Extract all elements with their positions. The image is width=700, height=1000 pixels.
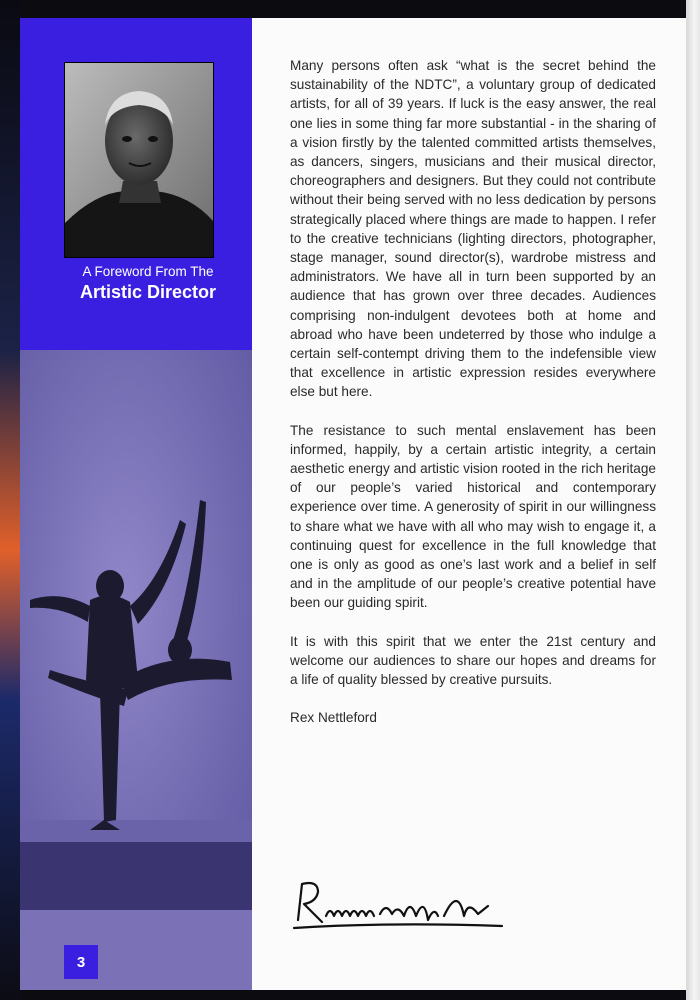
- next-page-edge: [686, 0, 700, 1000]
- paragraph-1: Many persons often ask “what is the secret behind the sustainability of the NDTC”, a voluntary group of dedicated artists, for all of 39 years. If luck is the easy answer, the real one lies in some thing far more substantial - in the sharing of a vision firstly by the talented committed artists themselves, as dancers, singers, musicians and their musical director, choreographers and designers. But they could not contribute without their being served with no less dedication by persons strategically placed where things are made to happen. I refer to the creative technicians (lighting directors, photographer, stage manager, sound director(s), wardrobe mistress and administrators. We have all in turn been supported by an audience that has grown over three decades. Audiences comprising non-indulgent devotees both at home and abroad who have been undeterred by those who indulge a certain self-contempt driving them to the indefensible view that excellence in artistic expression resides everywhere else but here.: [290, 58, 656, 400]
- booklet-page: [20, 18, 686, 990]
- adjacent-page-edge: [0, 0, 22, 1000]
- foreword-text: [290, 56, 656, 747]
- author-name: Rex Nettleford: [290, 710, 377, 726]
- dancers-photo: [20, 350, 252, 910]
- page-number-badge: 3: [64, 945, 98, 979]
- sidebar: [20, 18, 252, 990]
- portrait-illustration: [65, 63, 213, 257]
- paragraph-2: The resistance to such mental enslavement has been informed, happily, by a certain artistic integrity, a certain aesthetic energy and artistic vision rooted in the rich heritage of our people’s varied historical and contemporary experience over time. A generosity of spirit in our willingness to share what we have with all who may wish to engage it, a continuing quest for excellence in the full knowledge that one is only as good as one’s last work and a belief in self and in the amplitude of our people’s creative potential have been our guiding spirit.: [290, 422, 656, 611]
- paragraph-3: It is with this spirit that we enter the 21st century and welcome our audiences to share our hopes and dreams for a life of quality blessed by creative pursuits.: [290, 633, 656, 688]
- portrait-photo: [64, 62, 214, 258]
- handwritten-signature: [288, 876, 518, 940]
- artistic-director-title: Artistic Director: [79, 282, 217, 302]
- foreword-caption: A Foreword From The: [82, 264, 214, 279]
